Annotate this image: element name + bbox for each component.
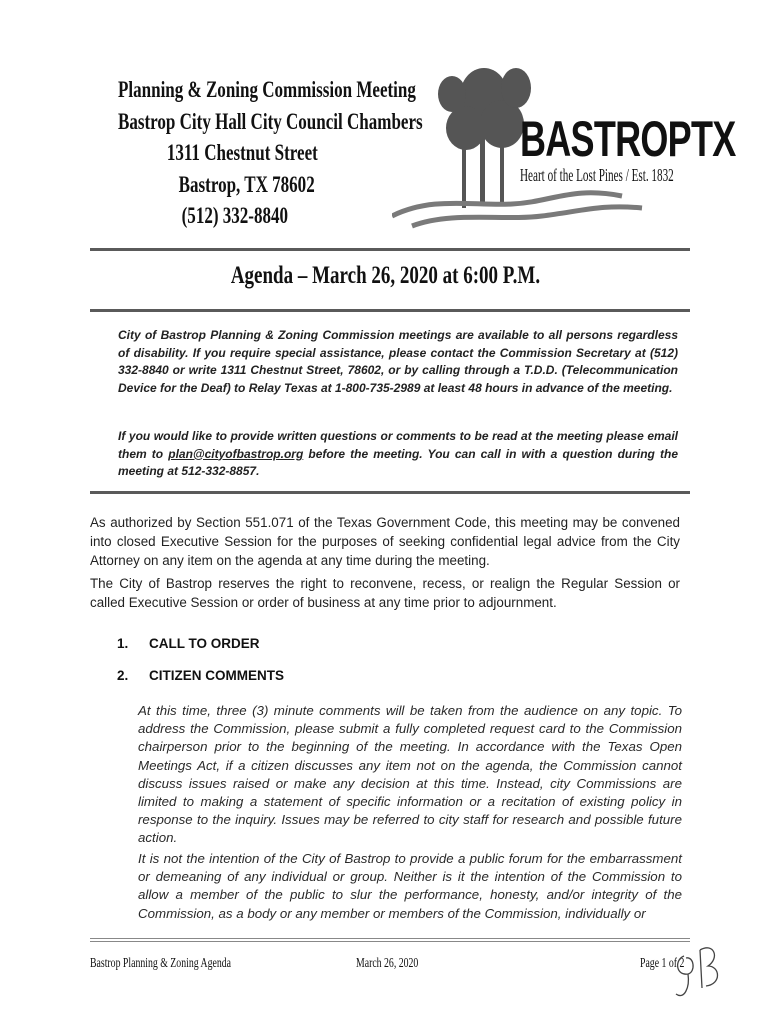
item-title: CITIZEN COMMENTS bbox=[149, 668, 284, 683]
agenda-title bbox=[0, 262, 770, 290]
item-number: 1. bbox=[117, 636, 129, 651]
reserves-paragraph: The City of Bastrop reserves the right to reconvene, recess, or realign the Regular Session or called Executive Session or order of business at any time prior to adjournment. bbox=[90, 576, 680, 610]
email-link[interactable]: plan@cityofbastrop.org bbox=[168, 446, 304, 461]
footer-date bbox=[356, 956, 445, 972]
agenda-title-text: Agenda – March 26, 2020 at 6:00 P.M. bbox=[230, 262, 540, 289]
pine-trees-icon bbox=[438, 68, 531, 208]
accessibility-notice: City of Bastrop Planning & Zoning Commission meetings are available to all persons regardless of disability. If you require special assistance, please contact the Commission Secretary at (512) 332-8840 or write 1311 Chestnut Street, 78602, or by calling through a T.D.D. (Telecommunication Device for the Deaf) to Relay Texas at 1-800-735-2989 at least 48 hours in advance of the meeting. bbox=[118, 328, 678, 395]
footer-title bbox=[90, 956, 291, 972]
header-line-phone: (512) 332-8840 bbox=[181, 203, 289, 228]
brand-name: BASTROPTX bbox=[520, 111, 736, 167]
waves-icon bbox=[392, 193, 642, 226]
questions-notice bbox=[118, 428, 678, 481]
citizen-comments-paragraph-2: It is not the intention of the City of Bastrop to provide a public forum for the embarrassment or demeaning of any individual or group. Neither is it the intention of the Commission to allow a member of the public to slur the performance, honesty, and/or integrity of the Commission, as a body or any member or members of the Commission, individually or bbox=[138, 851, 682, 921]
citizen-comments-paragraph-1: At this time, three (3) minute comments will be taken from the audience on any topic. To address the Commission, please submit a fully completed request card to the Commission chairperson prior to the beginning of the meeting. In accordance with the Texas Open Meetings Act, if a citizen discusses any item not on the agenda, the Commission cannot discuss issues raised or make any decision at this time. Instead, city Commissions are limited to making a statement of specific information or a recitation of existing policy in response to the inquiry. Issues may be referred to city staff for research and possible future action. bbox=[138, 703, 682, 846]
item-title: CALL TO ORDER bbox=[149, 636, 260, 651]
handwritten-initials-icon bbox=[670, 936, 730, 1006]
divider-top bbox=[90, 248, 690, 251]
header-line-street: 1311 Chestnut Street bbox=[166, 140, 318, 165]
brand-tagline: Heart of the Lost Pines / Est. 1832 bbox=[520, 165, 674, 185]
divider-footer bbox=[90, 938, 690, 939]
meeting-header bbox=[118, 74, 423, 232]
agenda-item-call-to-order bbox=[117, 636, 260, 651]
footer-title-text: Bastrop Planning & Zoning Agenda bbox=[90, 956, 232, 971]
footer-date-text: March 26, 2020 bbox=[356, 956, 419, 971]
footer-page-text: Page 1 of 2 bbox=[640, 956, 685, 971]
questions-notice-text: If you would like to provide written questions or comments to be read at the meeting please email them to bbox=[118, 429, 678, 461]
questions-notice-phone: before the meeting. You can call in with a question during the meeting at 512-332-8857. bbox=[118, 446, 679, 478]
item-number: 2. bbox=[117, 668, 129, 683]
header-line-venue: Bastrop City Hall City Council Chambers bbox=[118, 108, 423, 134]
agenda-item-citizen-comments bbox=[117, 668, 284, 683]
divider-title bbox=[90, 309, 690, 312]
executive-session-paragraph: As authorized by Section 551.071 of the Texas Government Code, this meeting may be convened into closed Executive Session for the purposes of seeking confidential legal advice from the City Attorney on any item on the agenda at any time during the meeting. bbox=[90, 515, 680, 568]
divider-notice bbox=[90, 491, 690, 494]
header-line-city: Bastrop, TX 78602 bbox=[178, 171, 315, 197]
divider-footer-2 bbox=[90, 941, 690, 942]
header-line-meeting: Planning & Zoning Commission Meeting bbox=[118, 77, 416, 102]
